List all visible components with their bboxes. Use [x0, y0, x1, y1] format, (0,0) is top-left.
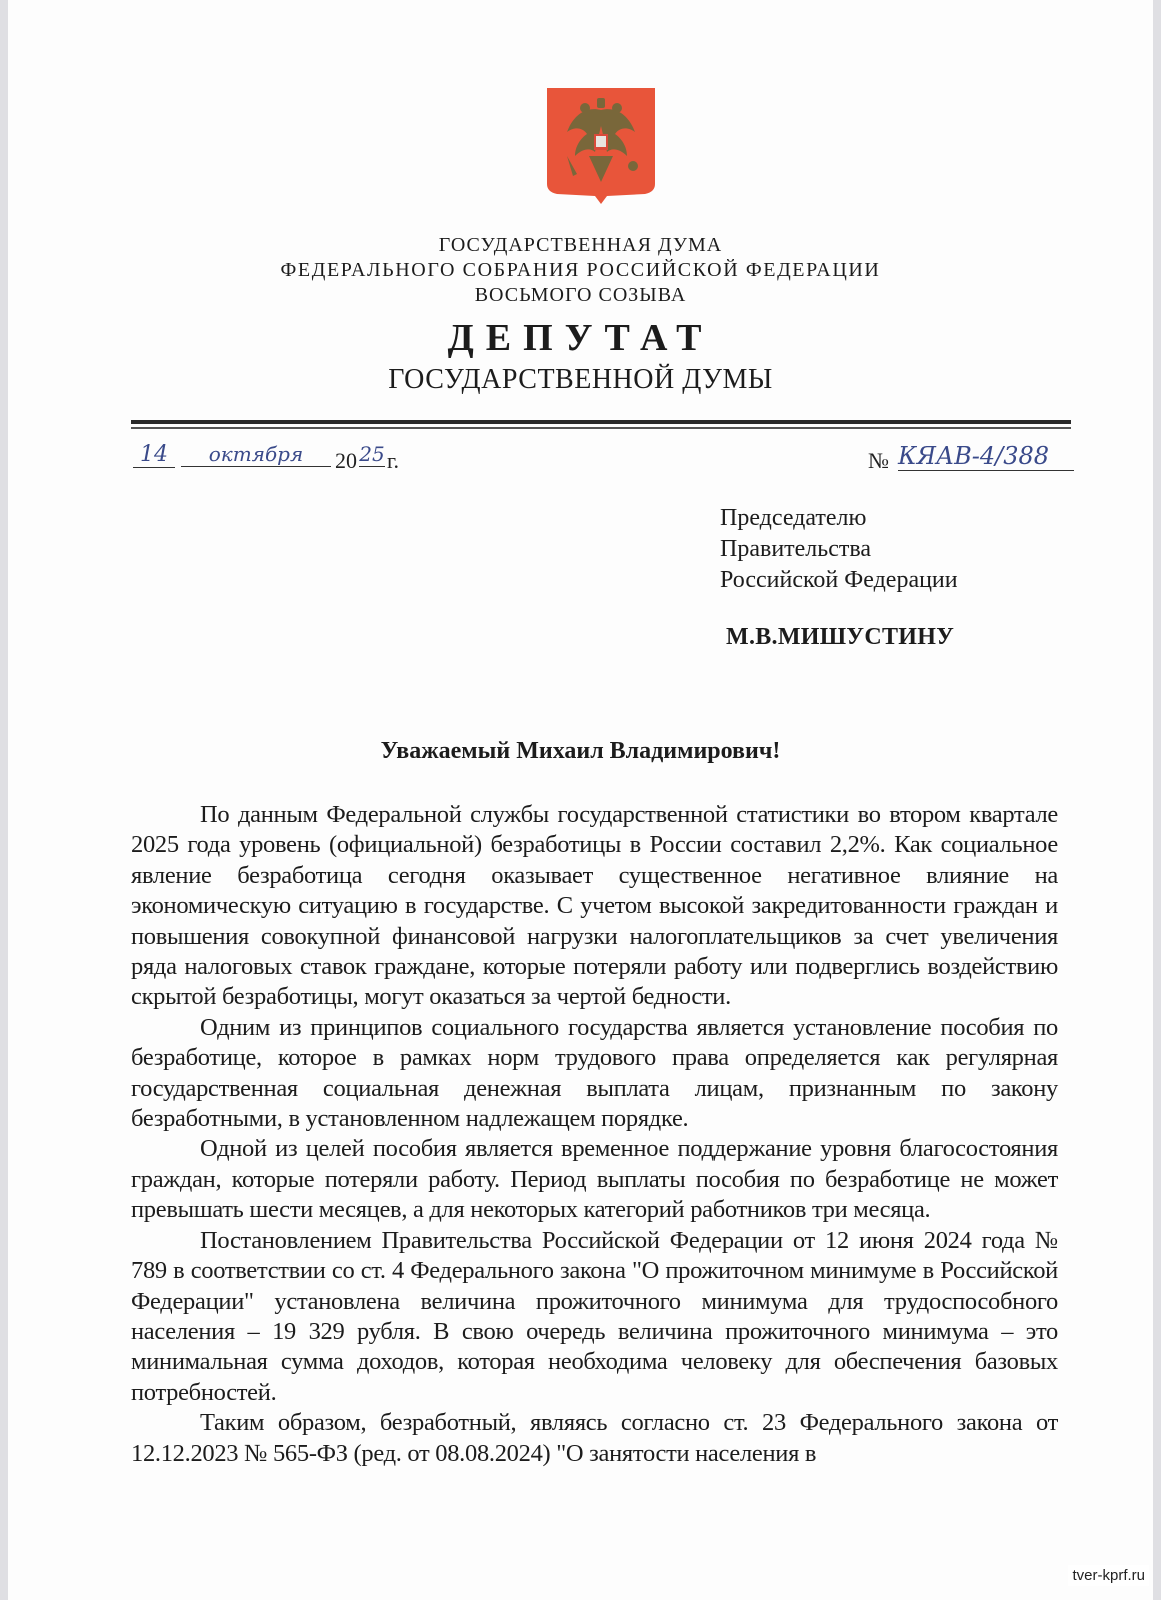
addressee-line-1: Председателю	[720, 505, 867, 531]
letterhead-line-3: ВОСЬМОГО СОЗЫВА	[474, 284, 687, 306]
date-year-mark: г.	[387, 448, 400, 473]
date-year-suffix: 25	[359, 442, 385, 466]
addressee-line-2: Правительства	[720, 536, 872, 562]
letterhead-subtitle: ГОСУДАРСТВЕННОЙ ДУМЫ	[388, 364, 773, 395]
letterhead-line-2: ФЕДЕРАЛЬНОГО СОБРАНИЯ РОССИЙСКОЙ ФЕДЕРАЦИИ	[280, 259, 881, 281]
letterhead-title: ДЕПУТАТ	[447, 317, 714, 359]
russian-coat-of-arms-icon	[545, 86, 657, 206]
addressee-name: М.В.МИШУСТИНУ	[726, 624, 955, 650]
paragraph: Постановлением Правительства Российской Федерации от 12 июня 2024 года № 789 в соответствии со ст. 4 Федерального закона "О прожиточном минимуме в Российской Федерации" установлена величина прожиточного минимума для трудоспособного населения – 19 329 рубля. В свою очередь величина прожиточного минимума – это минимальная сумма доходов, которая необходима человеку для обеспечения базовых потребностей.	[131, 1226, 1058, 1406]
addressee-block	[720, 503, 958, 596]
reference-label: №	[868, 448, 889, 473]
letterhead-line-1: ГОСУДАРСТВЕННАЯ ДУМА	[438, 234, 723, 256]
date-year-prefix: 20	[335, 448, 357, 473]
paragraph: Одной из целей пособия является временное поддержание уровня благосостояния граждан, которые потеряли работу. Период выплаты пособия по безработице не может превышать шести месяцев, а для некоторых категорий работников три месяца.	[131, 1135, 1058, 1224]
header-divider-thick	[131, 420, 1071, 424]
source-watermark: tver-kprf.ru	[1068, 1565, 1149, 1586]
addressee-line-3: Российской Федерации	[720, 567, 958, 593]
paragraph: По данным Федеральной службы государственной статистики во втором квартале 2025 года уровень (официальной) безработицы в России составил 2,2%. Как социальное явление безработица сегодня оказывает существенное негативное влияние на экономическую ситуацию в государстве. С учетом высокой закредитованности граждан и повышения совокупной финансовой нагрузки налогоплательщиков за счет увеличения ряда налоговых ставок граждане, которые потеряли работу или подверглись воздействию скрытой безработицы, могут оказаться за чертой бедности.	[131, 801, 1058, 1011]
paragraph: Одним из принципов социального государства является установление пособия по безработице, которое в рамках норм трудового права определяется как регулярная государственная социальная денежная выплата лицам, признанным по закону безработными, в установленном надлежащем порядке.	[131, 1013, 1058, 1133]
header-divider-thin	[131, 427, 1071, 429]
reference-value: КЯАВ-4/388	[898, 442, 1074, 471]
date-day: 14	[133, 442, 175, 468]
salutation: Уважаемый Михаил Владимирович!	[380, 738, 781, 764]
letter-body	[131, 800, 1058, 1469]
date-month: октября	[181, 442, 331, 467]
paragraph: Таким образом, безработный, являясь согласно ст. 23 Федерального закона от 12.12.2023 № 565-ФЗ (ред. от 08.08.2024) "О занятости населения в	[131, 1409, 1058, 1467]
